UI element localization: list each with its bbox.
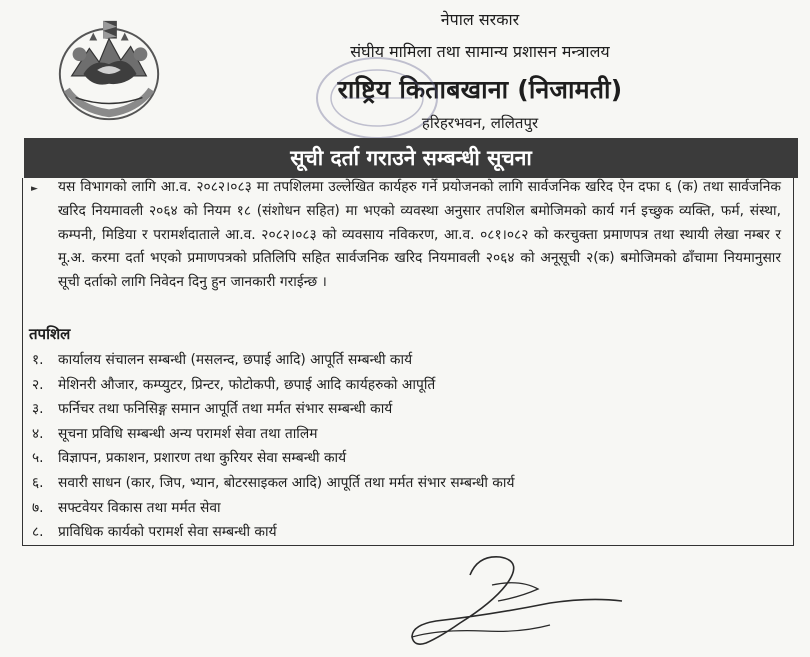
list-item xyxy=(32,446,772,471)
list-item xyxy=(32,373,772,398)
list-item xyxy=(32,348,772,373)
item-number: ३. xyxy=(32,401,44,418)
bullet-arrow-icon: ► xyxy=(31,184,38,194)
notice-title: सूची दर्ता गराउने सम्बन्धी सूचना xyxy=(290,146,532,170)
item-text: मेशिनरी औजार, कम्प्युटर, प्रिन्टर, फोटोकपी, छपाई आदि कार्यहरुको आपूर्ति xyxy=(58,376,436,393)
government-name: नेपाल सरकार xyxy=(440,10,520,29)
list-item xyxy=(32,471,772,496)
item-number: १. xyxy=(32,352,44,368)
item-text: सवारी साधन (कार, जिप, भ्यान, बोटरसाइकल आदि) आपूर्ति तथा मर्मत संभार सम्बन्धी कार्य xyxy=(58,474,515,491)
item-text: सफ्टवेयर विकास तथा मर्मत सेवा xyxy=(58,499,221,516)
office-address: हरिहरभवन, ललितपुर xyxy=(421,114,539,132)
item-text: सूचना प्रविधि सम्बन्धी अन्य परामर्श सेवा तथा तालिम xyxy=(58,425,318,442)
item-number: २. xyxy=(32,376,44,393)
office-name: राष्ट्रिय किताबखाना (निजामती) xyxy=(337,75,623,104)
list-item xyxy=(32,397,772,422)
item-number: ७. xyxy=(32,499,44,516)
item-text: विज्ञापन, प्रकाशन, प्रशारण तथा कुरियर सेवा सम्बन्धी कार्य xyxy=(58,450,347,467)
nepal-emblem-icon xyxy=(50,14,168,130)
ministry-name: संघीय मामिला तथा सामान्य प्रशासन मन्त्रालय xyxy=(350,42,610,61)
item-number: ५. xyxy=(32,450,44,467)
list-item xyxy=(32,520,772,545)
list-item xyxy=(32,496,772,521)
notice-body: यस विभागको लागि आ.व. २०८२।०८३ मा तपशिलमा उल्लेखित कार्यहरु गर्ने प्रयोजनको लागि सार्वजनिक खरिद ऐन दफा ६ (क) तथा सार्वजनिक खरिद नियमावली २०६४ को नियम १८ (संशोधन सहित) मा भएको व्यवस्था अनुसार तपशिल बमोजिमको कार्य गर्न इच्छुक व्यक्ति, फर्म, संस्था, कम्पनी, मिडिया र परामर्शदाताले आ.व. २०८२।०८३ को व्यवसाय नविकरण, आ.व. ०८१।०८२ को करचुक्ता प्रमाणपत्र तथा स्थायी लेखा नम्बर र मू.अ. करमा दर्ता भएको प्रमाणपत्रको प्रतिलिपि सहित सार्वजनिक खरिद नियमावली २०६४ को अनूसूची २(क) बमोजिमको ढाँचामा नियमानुसार सूची दर्ताको लागि निवेदन दिनु हुन जानकारी गराईन्छ । xyxy=(58,179,781,291)
item-text: प्राविधिक कार्यको परामर्श सेवा सम्बन्धी कार्य xyxy=(58,524,277,541)
item-number: ८. xyxy=(32,524,44,541)
item-text: फर्निचर तथा फनिसिङ्ग समान आपूर्ति तथा मर्मत संभार सम्बन्धी कार्य xyxy=(58,401,393,418)
office-stamp-icon xyxy=(312,54,442,142)
details-heading: तपशिल xyxy=(29,325,71,343)
signature-icon xyxy=(400,545,630,653)
list-item xyxy=(32,422,772,447)
item-text: कार्यालय संचालन सम्बन्धी (मसलन्द, छपाई आदि) आपूर्ति सम्बन्धी कार्य xyxy=(58,352,413,368)
details-list xyxy=(32,348,772,545)
item-number: ६. xyxy=(32,474,44,491)
item-number: ४. xyxy=(32,425,44,442)
